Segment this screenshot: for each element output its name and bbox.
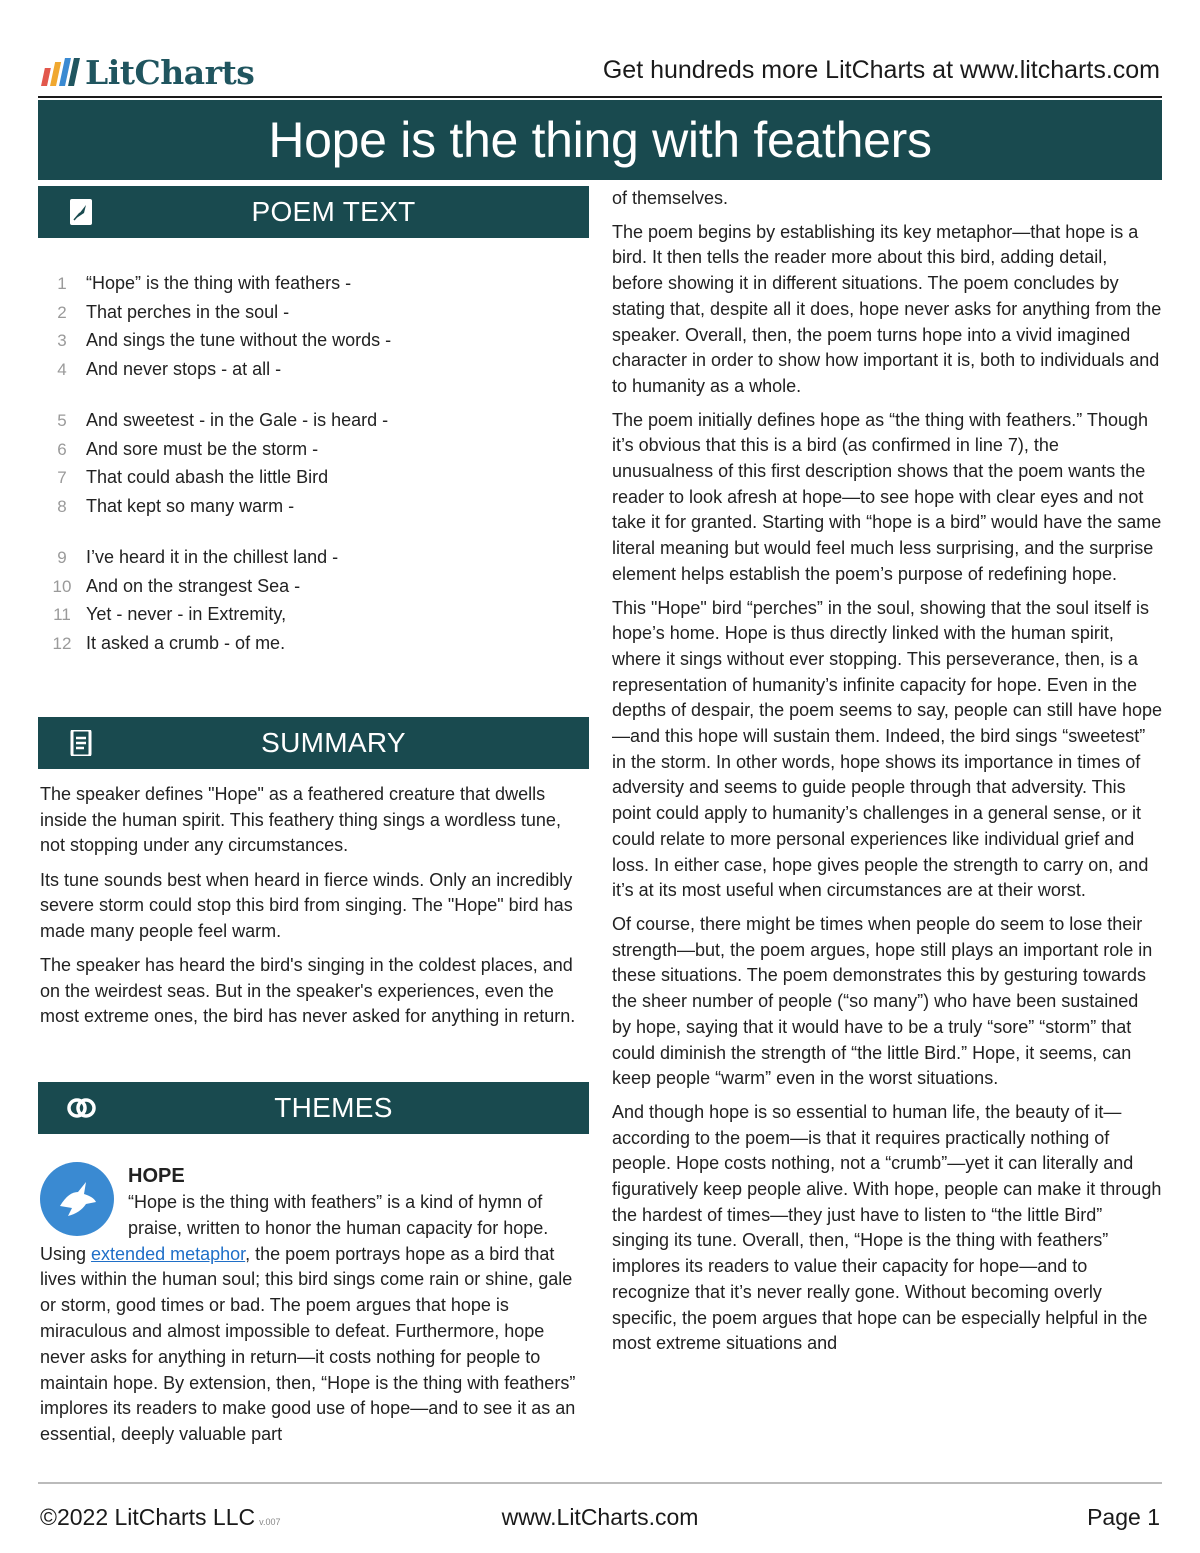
line-number: 8 <box>57 496 67 516</box>
line-number: 4 <box>57 359 67 379</box>
summary-paragraph: The speaker has heard the bird's singing in the coldest places, and on the weirdest seas. But in the speaker's experiences, even the most extreme ones, the bird has never asked for anything in return. <box>40 955 576 1026</box>
summary-paragraph: Its tune sounds best when heard in fierce winds. Only an incredibly severe storm could stop this bird from singing. The "Hope" bird has made many people feel warm. <box>40 869 573 941</box>
line-number: 11 <box>53 605 71 624</box>
analysis-paragraph: The poem initially defines hope as “the thing with feathers.” Though it’s obvious that this is a bird (as confirmed in line 7), the unusualness of this first description shows that the poem wants the reader to look afresh at hope—to see hope with clear eyes and not take it for granted. Starting with “hope is a bird” would have the same literal meaning but would feel much less surprising, and the surprise element helps establish the poem’s purpose of redefining hope. <box>612 409 1162 584</box>
copyright-text: ©2022 LitCharts LLC <box>40 1504 256 1530</box>
footer-divider <box>38 1482 1162 1484</box>
page-footer <box>38 1500 1162 1536</box>
line-text: And never stops - at all - <box>86 358 282 379</box>
line-text: That perches in the soul - <box>86 301 290 322</box>
page-header <box>38 48 1162 96</box>
line-text: I’ve heard it in the chillest land - <box>86 547 339 567</box>
line-text: And sweetest - in the Gale - is heard - <box>86 410 389 430</box>
line-text: And sings the tune without the words - <box>86 330 392 350</box>
line-text: And sore must be the storm - <box>86 438 319 459</box>
logo-bars-icon <box>41 58 80 86</box>
line-number: 10 <box>52 576 72 596</box>
analysis-paragraph: The poem begins by establishing its key metaphor—that hope is a bird. It then tells the reader more about this bird, adding detail, before showing it in different situations. The poem concludes by stating that, despite all it does, hope never asks for anything from the speaker. Overall, then, the poem turns hope into a vivid imagined character in order to show how important it is, both to individuals and to humanity as a whole. <box>612 221 1162 396</box>
line-text: And on the strangest Sea - <box>86 575 301 596</box>
theme-text: “Hope is the thing with feathers” is a kind of hymn of praise, written to honor the human capacity for hope. Using <box>40 1192 549 1264</box>
theme-hope <box>40 1162 588 1448</box>
line-text: Yet - never - in Extremity, <box>86 604 287 624</box>
poem-line <box>38 410 578 439</box>
logo-text: LitCharts <box>85 52 255 92</box>
line-number: 12 <box>52 633 72 653</box>
tagline: Get hundreds more LitCharts at www.litcharts.com <box>602 56 1160 84</box>
poem-line <box>38 439 578 468</box>
summary-heading: SUMMARY <box>261 727 406 758</box>
analysis-paragraph: This "Hope" bird “perches” in the soul, showing that the soul itself is hope’s home. Hope is thus directly linked with the human spirit, where it sings without ever stopping. This perseverance, then, is a representation of humanity’s infinite capacity for hope. Even in the depths of despair, the poem seems to say, people can still have hope—and this hope will sustain them. Indeed, the bird sings “sweetest” in the storm. In other words, hope shows its importance in times of adversity and seems to guide people through that adversity. This point could apply to humanity’s challenges in a general sense, or it could relate to more personal experiences like individual grief and loss. In either case, hope gives people the strength to carry on, and it’s at its most useful when circumstances are at their worst. <box>612 597 1163 901</box>
title-banner <box>38 100 1162 180</box>
theme-text-continued: , the poem portrays hope as a bird that lives within the human soul; this bird sings come rain or shine, gale or storm, good times or bad. The poem argues that hope is miraculous and almost impossible to defeat. Furthermore, hope never asks for anything in return—it costs nothing for people to maintain hope. By extension, then, “Hope is the thing with feathers” implores its readers to make good use of hope—and to see it as an essential, deeply valuable part <box>40 1243 576 1445</box>
poem-line <box>38 633 578 662</box>
poem-line <box>38 330 578 359</box>
themes-heading: THEMES <box>274 1092 393 1123</box>
themes-section-header <box>38 1082 589 1134</box>
analysis-paragraph: And though hope is so essential to human life, the beauty of it—according to the poem—is that it requires practically nothing of people. Hope costs nothing, not a “crumb”—yet it can literally and figuratively keep people alive. With hope, people can make it through the hardest of times—they just have to listen to “the little Bird” singing its tune. Overall, then, “Hope is the thing with feathers” implores its readers to value their capacity for hope—and to recognize that it’s never really gone. Without becoming overly specific, the poem argues that hope can be especially helpful in the most extreme situations and <box>612 1101 1162 1354</box>
line-number: 2 <box>57 302 67 322</box>
poem-line <box>38 467 578 496</box>
summary-section-header <box>38 717 589 769</box>
analysis-paragraph: of themselves. <box>612 188 729 208</box>
footer-site-link[interactable]: www.LitCharts.com <box>501 1504 699 1530</box>
line-number: 5 <box>57 411 67 430</box>
page-number: Page 1 <box>1087 1504 1160 1530</box>
summary-text <box>40 782 588 1039</box>
poem-line <box>38 302 578 331</box>
analysis-paragraph: Of course, there might be times when people do seem to lose their strength—but, the poem argues, hope still plays an important role in these situations. The poem demonstrates this by gesturing towards the sheer number of people (“so many”) who have been sustained by hope, saying that it would have to be a truly “sore” “storm” that could diminish the strength of “the little Bird.” Hope, it seems, can keep people “warm” even in the worst situations. <box>612 913 1153 1089</box>
page-title: Hope is the thing with feathers <box>268 112 932 168</box>
line-text: That could abash the little Bird <box>86 467 329 487</box>
line-number: 3 <box>57 331 67 350</box>
poem-text <box>38 273 578 661</box>
line-text: It asked a crumb - of me. <box>86 632 286 653</box>
litcharts-logo[interactable] <box>44 52 254 92</box>
theme-title: HOPE <box>128 1165 185 1187</box>
poem-line <box>38 604 578 633</box>
extended-metaphor-link[interactable]: extended metaphor <box>91 1243 246 1264</box>
poem-line <box>38 273 578 302</box>
version-label: v.007 <box>259 1517 281 1527</box>
stanza-break <box>38 524 578 547</box>
line-text: That kept so many warm - <box>86 495 295 516</box>
header-divider <box>38 96 1162 98</box>
line-number: 1 <box>57 274 67 293</box>
dove-icon <box>40 1162 114 1236</box>
poem-text-section-header <box>38 186 589 238</box>
poem-line <box>38 547 578 576</box>
line-text: “Hope” is the thing with feathers - <box>86 273 352 293</box>
line-number: 9 <box>57 548 67 567</box>
poem-line <box>38 576 578 605</box>
summary-paragraph: The speaker defines "Hope" as a feathered creature that dwells inside the human spirit. This feathery thing sings a wordless tune, not stopping under any circumstances. <box>40 784 561 855</box>
poem-text-heading: POEM TEXT <box>251 196 416 227</box>
line-number: 6 <box>57 439 67 459</box>
stanza-break <box>38 387 578 410</box>
theme-analysis-column <box>612 186 1162 1365</box>
poem-line <box>38 359 578 388</box>
poem-line <box>38 496 578 525</box>
line-number: 7 <box>57 468 67 487</box>
